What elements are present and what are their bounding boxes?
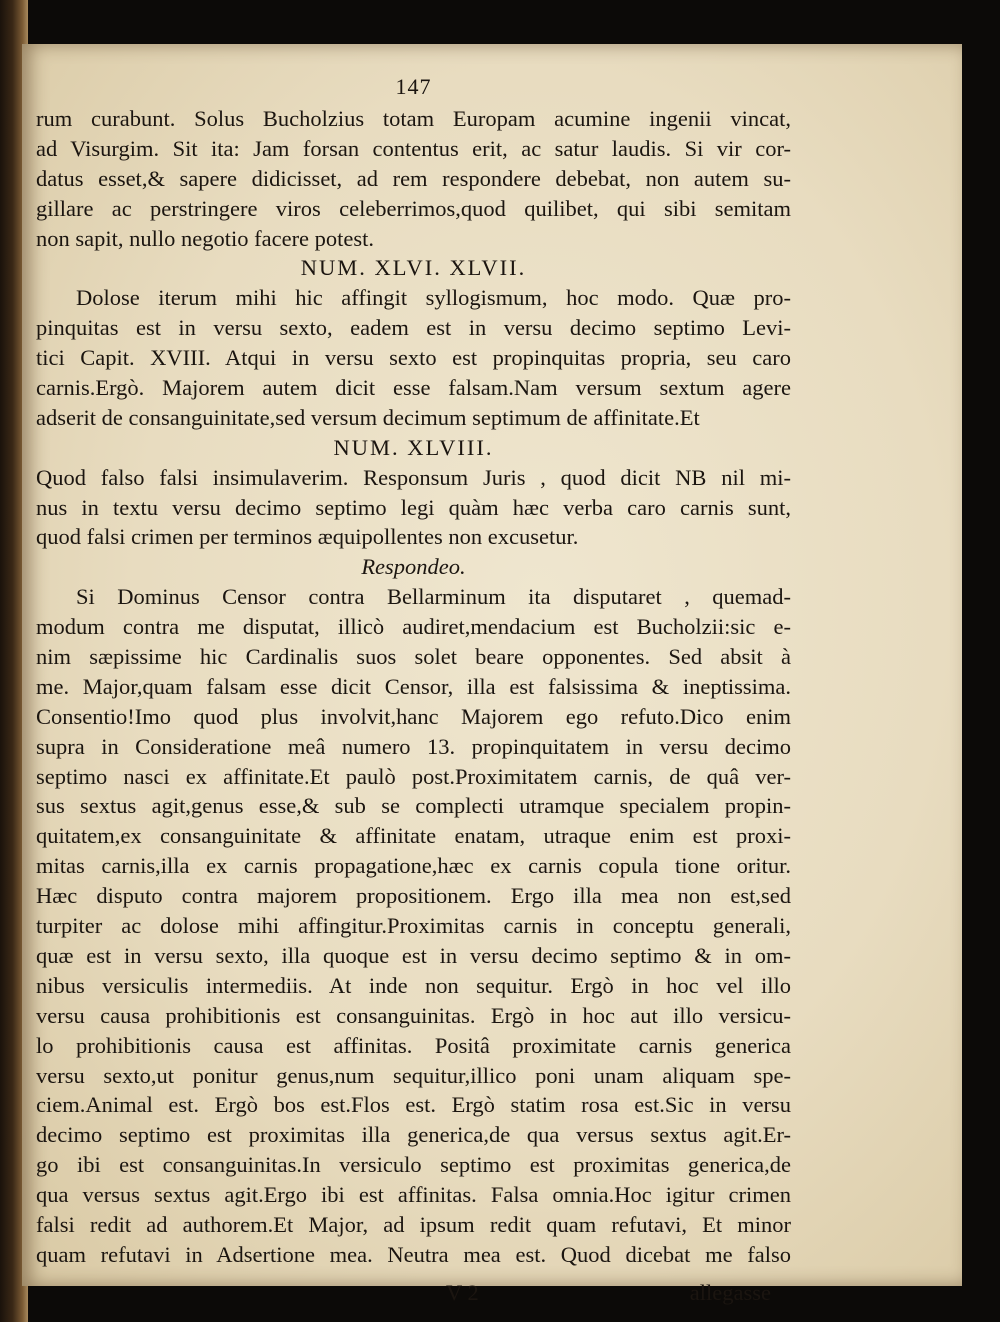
text-line: quæ est in versu sexto, illa quoque est in versu decimo septimo & in om-: [36, 942, 791, 968]
text-line: quitatem,ex consanguinitate & affinitate enatam, utraque enim est proxi-: [36, 823, 791, 849]
text-line: falsi redit ad authorem.Et Major, ad ipsum redit quam refutavi, Et minor: [36, 1211, 791, 1237]
text-line: Si Dominus Censor contra Bellarminum ita disputaret , quemad-: [76, 584, 791, 610]
page-number: 147: [395, 74, 432, 99]
text-line: Dolose iterum mihi hic affingit syllogismum, hoc modo. Quæ pro-: [76, 285, 791, 311]
text-line: sus sextus agit,genus esse,& sub se complecti utramque specialem propin-: [36, 793, 791, 819]
text-line: modum contra me disputat, illicò audiret,mendacium est Bucholzii:sic e-: [36, 614, 791, 640]
text-line: septimo nasci ex affinitate.Et paulò post.Proximitatem carnis, de quâ ver-: [36, 763, 791, 789]
section-heading: NUM. XLVI. XLVII.: [300, 255, 527, 281]
section-heading: NUM. XLVIII.: [333, 434, 494, 460]
text-line: nim sæpissime hic Cardinalis suos solet beare opponentes. Sed absit à: [36, 644, 791, 670]
text-line: Hæc disputo contra majorem propositionem. Ergo illa mea non est,sed: [36, 883, 791, 909]
text-line: ad Visurgim. Sit ita: Jam forsan contentus erit, ac satur laudis. Si vir cor-: [36, 135, 791, 161]
text-lines: [36, 104, 791, 1270]
text-line: lo prohibitionis causa est affinitas. Positâ proximitate carnis generica: [36, 1032, 791, 1058]
text-line: Consentio!Imo quod plus involvit,hanc Majorem ego refuto.Dico enim: [36, 703, 791, 729]
text-line: tici Capit. XVIII. Atqui in versu sexto est propinquitas propria, seu caro: [36, 345, 791, 371]
text-line: decimo septimo est proximitas illa generica,de qua versus sextus agit.Er-: [36, 1122, 791, 1148]
book-page: [22, 44, 962, 1305]
text-line: gillare ac perstringere viros celeberrimos,quod quilibet, qui sibi semitam: [36, 195, 791, 221]
text-line: ciem.Animal est. Ergò bos est.Flos est. Ergò statim rosa est.Sic in versu: [36, 1092, 791, 1118]
text-block: [36, 74, 791, 1308]
catchword: allegasse: [689, 1279, 771, 1305]
text-line: turpiter ac dolose mihi affingitur.Proximitas carnis in conceptu generali,: [36, 913, 791, 939]
text-line: quam refutavi in Adsertione mea. Neutra mea est. Quod dicebat me falso: [36, 1241, 791, 1267]
text-line: Quod falso falsi insimulaverim. Responsum Juris , quod dicit NB nil mi-: [36, 464, 791, 490]
page-footer: [36, 1278, 791, 1308]
text-line: nus in textu versu decimo septimo legi quàm hæc verba caro carnis sunt,: [36, 494, 791, 520]
text-line: mitas carnis,illa ex carnis propagatione,hæc ex carnis copula tione oritur.: [36, 853, 791, 879]
text-line: go ibi est consanguinitas.In versiculo septimo est proximitas generica,de: [36, 1152, 791, 1178]
text-line: quod falsi crimen per terminos æquipollentes non excusetur.: [36, 524, 579, 550]
section-subheading: Respondeo.: [361, 554, 466, 580]
text-line: datus esset,& sapere didicisset, ad rem respondere debebat, non autem su-: [36, 165, 791, 191]
text-line: versu causa prohibitionis est consanguinitas. Ergò in hoc aut illo versicu-: [36, 1002, 791, 1028]
text-line: adserit de consanguinitate,sed versum decimum septimum de affinitate.Et: [36, 404, 700, 430]
text-line: versu sexto,ut ponitur genus,num sequitur,illico poni unam aliquam spe-: [36, 1062, 791, 1088]
text-line: me. Major,quam falsam esse dicit Censor, illa est falsissima & ineptissima.: [36, 673, 791, 699]
text-line: pinquitas est in versu sexto, eadem est in versu decimo septimo Levi-: [36, 315, 791, 341]
text-line: supra in Consideratione meâ numero 13. propinquitatem in versu decimo: [36, 733, 791, 759]
text-line: nibus versiculis intermediis. At inde non sequitur. Ergò in hoc vel illo: [36, 972, 791, 998]
signature-mark: V 2: [446, 1279, 479, 1305]
text-line: rum curabunt. Solus Bucholzius totam Europam acumine ingenii vincat,: [36, 106, 791, 131]
text-line: non sapit, nullo negotio facere potest.: [36, 225, 375, 251]
text-line: carnis.Ergò. Majorem autem dicit esse falsam.Nam versum sextum agere: [36, 375, 791, 401]
text-line: qua versus sextus agit.Ergo ibi est affinitas. Falsa omnia.Hoc igitur crimen: [36, 1182, 791, 1208]
